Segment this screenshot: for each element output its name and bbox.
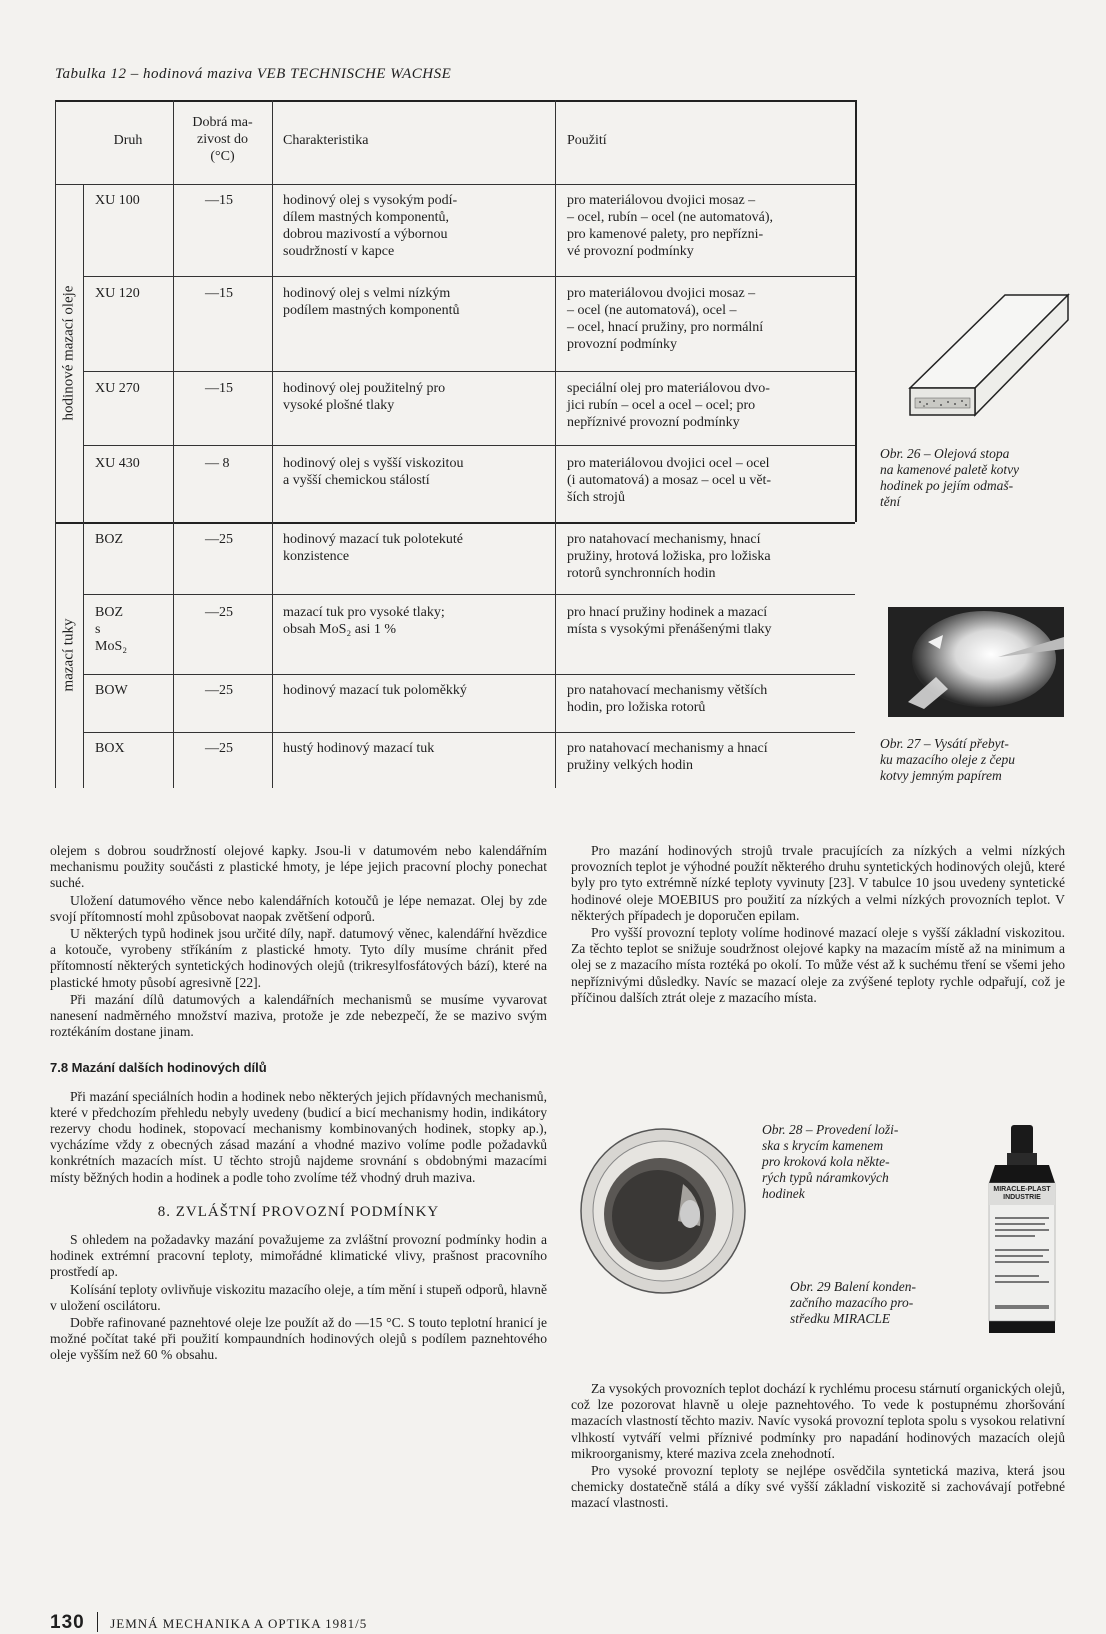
left-column	[50, 843, 547, 1365]
cell-use: pro materiálovou dvojici mosaz – – ocel, rubín – ocel (ne automatová), pro kamenové palety, pro nepřízni- vé provozní podmínky	[567, 193, 774, 259]
cell-temp: —25	[205, 683, 233, 698]
paragraph: Při mazání speciálních hodin a hodinek nebo některých jejich přídavných mechanismů, které v předchozím přehledu nebyly uvedeny (budicí a bicí mechanismy hodin, indikátory rezervy chodu hodinek, stopovací mechanismy kombinovaných hodinek, stopky ap.), vycházíme vždy z obecných zásad mazání a vhodné mazivo volíme podle požadavků konkrétních mazacích míst. U těchto strojů najdeme srovnání s obdobnými mazacími místy běžných hodin a hodinek a podle toho zvolíme též vhodný druh maziva.	[50, 1088, 547, 1185]
group-col-rule	[83, 184, 84, 788]
header-rule	[55, 184, 855, 185]
footer-divider	[97, 1612, 98, 1632]
table-right-rule	[855, 100, 857, 522]
row-rule	[83, 445, 855, 446]
miracle-bottle-photo	[985, 1125, 1060, 1335]
cell-char: hustý hodinový mazací tuk	[283, 741, 435, 756]
paragraph: U některých typů hodinek jsou určité díly, např. datumový věnec, kalendářní hvězdice a kotouče, vyrobeny stříkáním z plastické hmoty. Tyto díly musíme chránit před přítomností některých syntetických hodinových olejů (trikresylfosfátových bází), které na plastické hmoty působí agresivně [22].	[50, 926, 547, 990]
cell-druh: BOX	[95, 741, 125, 756]
paragraph: Pro mazání hodinových strojů trvale pracujících za nízkých a velmi nízkých provozních teplot je výhodné použít některého druhu syntetických hodinových olejů, které byly pro tyto extrémně nízké teploty vyvinuty [23]. V tabulce 10 jsou uvedeny syntetické hodinové oleje MOEBIUS pro použití za nízkých a velmi nízkých provozních teplot. V některých případech je doporučen epilam.	[571, 843, 1065, 923]
cell-use: pro natahovací mechanismy větších hodin, pro ložiska rotorů	[567, 683, 768, 715]
header-mazivost: Dobrá ma- zivost do (°C)	[192, 115, 253, 164]
group-label-greases: mazací tuky	[60, 618, 77, 692]
header-druh: Druh	[113, 133, 143, 148]
cell-use: pro hnací pružiny hodinek a mazací místa s vysokými přenášenými tlaky	[567, 605, 772, 637]
col-rule	[173, 100, 174, 788]
paragraph: olejem s dobrou soudržností olejové kapky. Jsou-li v datumovém nebo kalendářním mechanismu použity součásti z plastické hmoty, je lépe jejich pracovní plochy ponechat suché.	[50, 843, 547, 891]
cell-char: hodinový mazací tuk poloměkký	[283, 683, 467, 698]
col-rule	[272, 100, 273, 788]
cell-use: pro natahovací mechanismy, hnací pružiny, hrotová ložiska, pro ložiska rotorů synchronních hodin	[567, 532, 771, 581]
page-number: 130	[50, 1612, 85, 1633]
cell-druh: XU 430	[95, 456, 140, 471]
figure-29-caption: Obr. 29 Balení konden- začního mazacího pro- středku MIRACLE	[790, 1279, 916, 1326]
section-heading-7-8: 7.8 Mazání dalších hodinových dílů	[50, 1060, 267, 1076]
paragraph: Uložení datumového věnce nebo kalendářních kotoučů je lépe nemazat. Olej by zde svojí přítomností mohl způsobovat naopak zvětšení odporů.	[50, 892, 547, 924]
cell-char: hodinový olej s velmi nízkým podílem mastných komponentů	[283, 286, 460, 318]
cell-temp: —15	[205, 193, 233, 208]
cell-use: pro natahovací mechanismy a hnací pružiny velkých hodin	[567, 741, 768, 773]
cell-druh: BOW	[95, 683, 128, 698]
cell-char: hodinový olej s vyšší viskozitou a vyšší chemickou stálostí	[283, 456, 464, 488]
col-rule	[555, 100, 556, 788]
group-label-oils: hodinové mazací oleje	[60, 285, 77, 421]
table-top-rule	[55, 100, 855, 102]
cell-char: hodinový mazací tuk polotekuté konzistence	[283, 532, 464, 564]
cell-druh: XU 120	[95, 286, 140, 301]
cell-druh: BOZ s MoS₂	[95, 605, 128, 654]
paragraph: Pro vyšší provozní teploty volíme hodinové mazací oleje s vyšší základní viskozitou. Za těchto teplot se snižuje soudržnost olejové kapky na mazacím místě až na minimum a olej se z mazacího místa roztéká po okolí. To může vést až k suchému tření se všemi jeho nepříznivými důsledky. Navíc se mazací oleje za zvýšené teploty rychle odpařují, což je příčinou dalších ztrát oleje z mazacího místa.	[571, 925, 1065, 1005]
group-rule	[55, 522, 855, 524]
cell-temp: —25	[205, 532, 233, 547]
pallet-stone-illustration	[905, 290, 1075, 440]
paragraph: Za vysokých provozních teplot dochází k rychlému procesu stárnutí organických olejů, což lze pozorovat hlavně u oleje paznehtového. To vede k postupnému zhoršování mazacích vlastností těchto maziv. Navíc vysoká provozní teplota spolu s vysokou relativní vlhkostí vytváří velmi příznivé podmínky pro napadání hodinových mazacích olejů mikroorganismy, které maziva zcela znehodnotí.	[571, 1381, 1065, 1461]
cell-use: speciální olej pro materiálovou dvo- jici rubín – ocel a ocel – ocel; pro nepříznivé provozní podmínky	[567, 381, 770, 430]
header-charakteristika: Charakteristika	[283, 133, 369, 148]
paragraph: S ohledem na požadavky mazání považujeme za zvláštní provozní podmínky hodin a hodinek extrémní pracovní teploty, mimořádné klimatické vlivy, prašnost pracovního prostředí ap.	[50, 1232, 547, 1280]
paragraph: Při mazání dílů datumových a kalendářních mechanismů se musíme vyvarovat nanesení nadměrného množství maziva, protože je zde nebezpečí, že se mazivo svým roztékáním dostane jinam.	[50, 991, 547, 1040]
cell-druh: BOZ	[95, 532, 123, 547]
row-rule	[83, 674, 855, 675]
bearing-photo	[578, 1126, 748, 1296]
section-heading-8: 8. ZVLÁŠTNÍ PROVOZNÍ PODMÍNKY	[157, 1203, 440, 1220]
cell-char: hodinový olej použitelný pro vysoké plošné tlaky	[283, 381, 446, 413]
cell-temp: —15	[205, 286, 233, 301]
cell-use: pro materiálovou dvojici mosaz – – ocel (ne automatová), ocel – – ocel, hnací pružiny, pro normální provozní podmínky	[567, 286, 764, 352]
cell-temp: — 8	[205, 456, 230, 471]
table-left-rule	[55, 100, 56, 788]
cell-use: pro materiálovou dvojici ocel – ocel (i automatová) a mosaz – ocel u vět- ších strojů	[567, 456, 772, 505]
row-rule	[83, 276, 855, 277]
figure-26-caption: Obr. 26 – Olejová stopa na kamenové paletě kotvy hodinek po jejím odmaš- tění	[880, 446, 1020, 509]
header-pouziti: Použití	[567, 133, 607, 148]
cell-temp: —15	[205, 381, 233, 396]
paragraph: Dobře rafinované paznehtové oleje lze použít až do —15 °C. S touto teplotní hranicí je možné počítat také při použití kompaundních hodinových olejů s podílem paznehtového oleje vyšším než 60 % obsahu.	[50, 1315, 547, 1363]
right-column-top	[571, 843, 1065, 1007]
cell-char: hodinový olej s vysokým podí- dílem mastných komponentů, dobrou mazivostí a výbornou soudržností v kapce	[283, 193, 458, 259]
row-rule	[83, 371, 855, 372]
bottle-label: MIRACLE-PLAST INDUSTRIE	[993, 1186, 1051, 1201]
right-column-bottom	[571, 1381, 1065, 1513]
figure-27-caption: Obr. 27 – Vysátí přebyt- ku mazacího oleje z čepu kotvy jemným papírem	[880, 736, 1015, 783]
paragraph: Kolísání teploty ovlivňuje viskozitu mazacího oleje, a tím mění i stupeň odporů, hlavně v uložení oscilátoru.	[50, 1281, 547, 1313]
journal-name: JEMNÁ MECHANIKA A OPTIKA 1981/5	[110, 1616, 368, 1631]
lubricant-table	[55, 100, 855, 788]
cell-temp: —25	[205, 605, 233, 620]
paragraph: Pro vysoké provozní teploty se nejlépe osvědčila syntetická maziva, která jsou chemicky dostatečně stálá a díky své vyšší základní viskozitě si zachovávají potřebné mazací vlastnosti.	[571, 1463, 1065, 1511]
row-rule	[83, 732, 855, 733]
cell-char: mazací tuk pro vysoké tlaky; obsah MoS₂ asi 1 %	[283, 605, 445, 637]
table-caption: Tabulka 12 – hodinová maziva VEB TECHNISCHE WACHSE	[55, 66, 452, 82]
figure-28-caption: Obr. 28 – Provedení loži- ska s krycím kamenem pro kroková kola někte- rých typů náramkových hodinek	[762, 1122, 899, 1201]
cell-druh: XU 100	[95, 193, 140, 208]
cell-temp: —25	[205, 741, 233, 756]
cell-druh: XU 270	[95, 381, 140, 396]
row-rule	[83, 594, 855, 595]
oil-removal-photo	[888, 607, 1064, 717]
